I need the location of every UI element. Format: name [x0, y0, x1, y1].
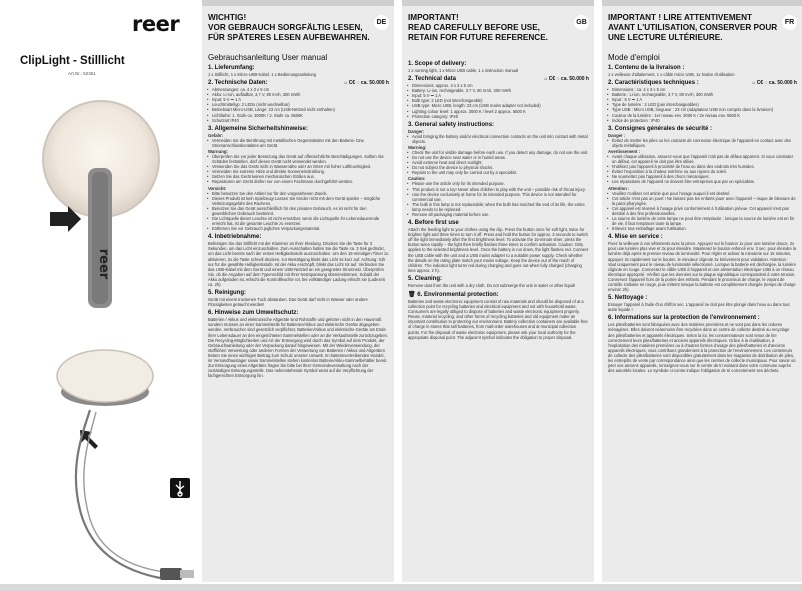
de-section-2-heading: 2. Technische Daten: ⌂ C€ ◌ ca. 50.000 h: [208, 80, 389, 87]
list-item: • Please use the article only for its intended purpose.: [412, 181, 589, 186]
de-section-1-text: 1 x Stilllicht, 1 x Micro-USB-Kabel, 1 x Bedienungsanleitung: [208, 72, 317, 77]
list-item: • Ne soumettez pas l'appareil à des chocs mécaniques.: [612, 174, 797, 179]
list-item: • Indice de protection : IP40: [612, 118, 797, 123]
list-item: • Verwenden Sie das Gerät nicht in Wassernähe oder an Orten mit hoher Luftfeuchtigkeit.: [212, 164, 389, 169]
fr-section-6-heading: 6. Informations sur la protection de l'environnement :: [608, 315, 760, 322]
de-section-5-text: Gerät mit einem trockenen Tuch abstauben. Das Gerät darf nicht in Wasser oder andere Flüssigkeiten getaucht werden!: [208, 297, 368, 308]
reer-logo: reer: [132, 12, 180, 36]
fr-danger-label: Danger :: [608, 132, 626, 138]
gb-section-4-heading: 4. Before first use: [408, 220, 459, 227]
cover-panel: [0, 0, 200, 591]
fr-warning-label: Avertissement :: [608, 148, 641, 154]
press-arrow-icon: [48, 204, 82, 234]
gb-section-2-heading: 2. Technical data ⌂ C€ ◌ ca. 50.000 h: [408, 76, 589, 83]
gb-section-1-heading: 1. Scope of delivery:: [408, 61, 467, 67]
de-danger-label: Gefahr:: [208, 132, 224, 138]
list-item: • Remove all packaging material before use.: [412, 212, 589, 217]
flag-fr-badge: FR: [782, 15, 797, 30]
list-item: • Überprüfen Sie vor jeder Benutzung das Gerät auf offensichtliche Beschädigungen. Sollten Sie Schäden feststellen, darf dieses Gerät nicht verwendet werden.: [212, 154, 389, 164]
list-item: • Dimensions : ca. 4 x 3 x 5 cm: [612, 87, 797, 92]
flag-de-badge: DE: [374, 15, 389, 30]
de-section-6-text: Batterien / Akkus und elektronische Altgeräte sind Rohstoffe und gehören nicht in den Hausmüll, sondern müssen an einer Sammelstelle für Batterien/Akkus und elektrische Geräte abgegeben werden. Verbraucher sind gesetzlich verpflichtet, Batterien/Akkus und elektrische Geräte am Ende ihrer Lebensdauer an den eingerichteten Sammelstellen oder an die Verkaufsstelle zurückzugeben. Die Recycling-Möglichkeiten und Art der Entsorgung wird durch das Symbol auf dem Produkt, der Gebrauchsanleitung oder der Verpackung darauf hingewiesen. Mit der Wiederverwendung, der stofflichen Verwertung oder anderen Formen der Verwertung von Batterien / Akkus und Altgeräten leisten Sie einen wichtigen Beitrag zum Schutz unserer Umwelt. Im batterievertreibenden Handel, im Versandhaustager sowie Sammelstellen stehen kostenlos Batterie/Akku-Sammelbehälter bereit. Zur Entsorgung eines Altgerätes fragen Sie bitte bei Ihrer Gemeindeverwaltung nach der zuständigen Entsorgungsstelle. Das nebenstehende Symbol weist auf die Verpflichtung der fachgerechten Entsorgung hin.: [208, 317, 389, 379]
fr-section-3-heading: 3. Consignes générales de sécurité :: [608, 125, 713, 132]
list-item: • Lichtfarbe: 1. Stufe ca. 3000K / 2. Stufe ca. 5500K: [212, 113, 389, 118]
german-column: [202, 0, 394, 582]
list-item: • Leuchtmitteltyp: 2 LEDs (nicht wechselbar): [212, 102, 389, 107]
gb-warning-label: Warning:: [408, 144, 427, 150]
list-item: • Veuillez n'utiliser cet article que pour l'usage auquel il est destiné.: [612, 191, 797, 196]
de-warning-heading: WICHTIG! VOR GEBRAUCH SORGFÄLTIG LESEN, FÜR SPÄTERES LESEN AUFBEWAHREN.: [208, 13, 370, 42]
list-item: • La source de lumière de cette lampe ne peut être remplacée ; lorsque la source de lumière est en fin de vie, il faut remplacer toute la lampe.: [612, 216, 797, 226]
gb-danger-label: Danger:: [408, 128, 425, 134]
de-manual-title: Gebrauchsanleitung User manual: [208, 53, 328, 62]
list-item: • Battery: Li-ion, rechargeable, 3.7 V, 80 mAh, 300 mWh: [412, 88, 589, 93]
flag-gb-badge: GB: [574, 15, 589, 30]
list-item: • Vermeiden Sie extreme Hitze und direkte Sonneneinstrahlung.: [212, 169, 389, 174]
de-section-1-heading: 1. Lieferumfang:: [208, 65, 255, 71]
list-item: • Use the device exclusively at home for its intended purpose. This device is not intended for commercial use.: [412, 192, 589, 202]
fr-section-1-text: 1 x veilleuse d'allaitement, 1 x câble micro USB, 1x Notice d'utilisation: [608, 72, 735, 77]
list-item: • Cet article n'est pas un jouet ! Ne laissez pas les enfants jouer avec l'appareil – risque de blessure de la paroi pharyngée.: [612, 196, 797, 206]
list-item: • Dieses Produkt ist kein Spielzeug! Lassen Sie Kinder nicht mit dem Gerät spielen – mögliche Verletzungsgefahr des Rachens.: [212, 196, 389, 206]
gb-section-6-heading: 🗑 6. Environmental protection:: [408, 292, 499, 298]
clip-image: [84, 168, 116, 310]
usb-symbol-icon: [170, 478, 190, 498]
gb-section-3-heading: 3. General safety instructions:: [408, 121, 495, 128]
list-item: • Type USB : Micro USB, longueur : 23 cm (adaptateur USB non compris dans la livraison): [612, 107, 797, 112]
list-item: • Akku: Li-Ion, aufladbar, 3,7 V, 80 mAh, 300 mWh: [212, 92, 389, 97]
list-item: • Input: 5 V ⎓ 1 A: [412, 93, 589, 98]
gb-section-5-heading: 5. Cleaning:: [408, 275, 443, 282]
fr-cert-icons: ⌂ C€ ◌ ca. 50.000 h: [752, 80, 797, 87]
list-item: • Entfernen Sie vor Gebrauch jegliches Verpackungsmaterial.: [212, 226, 389, 231]
gb-caution-label: Caution:: [408, 176, 426, 182]
list-item: • Reparaturen am Gerät dürfen nur von einem Fachmann durchgeführt werden.: [212, 179, 389, 184]
list-item: • Avant chaque utilisation, assurez-vous que l'appareil n'ait pas de défaut apparent. Si vous constatez un défaut, cet appareil ne doit pas être utilisé.: [612, 154, 797, 164]
list-item: • Les réparations de l'appareil ne doivent être entreprises que par un spécialiste.: [612, 179, 797, 184]
gb-cert-icons: ⌂ C€ ◌ ca. 50.000 h: [544, 76, 589, 83]
de-tech-list: [206, 87, 389, 123]
list-item: • The bulb in this lamp is not replaceable; when the bulb has reached the end of its life, the entire lamp needs to be replaced.: [412, 202, 589, 212]
list-item: • Repairs to the unit may only be carried out by a specialist.: [412, 170, 589, 175]
french-column: [602, 0, 802, 582]
list-item: • Die Lichtquelle dieser Leuchte ist nicht ersetzbar; wenn die Lichtquelle ihr Lebensdauerende erreicht hat, ist die gesamte Leuchte zu ersetzen.: [212, 216, 389, 226]
gb-tech-list: [406, 83, 589, 119]
fr-section-5-text: Essuyer l'appareil à l'aide d'un chiffon sec. L'appareil ne doit pas être plongé dans l'eau ou dans tout autre liquide !: [608, 302, 790, 313]
list-item: • Bulb type: 2 LED (not interchangeable): [412, 98, 589, 103]
product-title: ClipLight - Stilllicht: [20, 55, 125, 67]
de-warning-label: Warnung:: [208, 148, 228, 154]
fr-section-2-heading: 2. Caractéristiques techniques : ⌂ C€ ◌ ca. 50.000 h: [608, 80, 797, 87]
gb-section-4-text: Attach the feeding light to your clothes using the clip. Press the button once for soft light, twice for brighter light and three times to turn it off. Press and hold the button for approx. 3 seconds to switch off the light immediately after the first brightness level. To activate the 15-minute timer, press the button twice rapidly – the light then briefly flashes three times to confirm activation. Caution: Only applies to the selected brightness level. Once the battery is run down, the light flashes red. Connect the USB cable with the unit and a USB mains adapter to a suitable power supply. Check whether the details on the rating plate match your mains voltage. Keep the device out of the reach of children. The indicator light turns red during charging and goes out when fully charged (charging time approx. 2 h).: [408, 227, 589, 273]
list-item: • Input : 5 V ⎓ 1 A: [612, 97, 797, 102]
gb-section-5-text: Remove dust from the unit with a dry cloth. Do not submerge the unit in water or other liquid!: [408, 282, 576, 288]
list-item: • This product is not a toy! Never allow children to play with the unit – possible risk of throat injury.: [412, 187, 589, 192]
list-item: • Protection category: IP40: [412, 114, 589, 119]
list-item: • Avoid bringing the battery and/or electrical connection contacts on the unit into contact with metal objects.: [412, 134, 589, 144]
clip-brand-text: reer: [96, 248, 111, 280]
fr-section-1-heading: 1. Contenu de la livraison :: [608, 65, 685, 71]
fr-tech-list: [606, 87, 797, 123]
list-item: • Batterie : Li-ion, rechargeable, 3,7 V, 80 mAh, 300 mWh: [612, 92, 797, 97]
fr-warning-heading: IMPORTANT ! LIRE ATTENTIVEMENT AVANT L'UTILISATION, CONSERVER POUR UNE LECTURE ULTÉRIEURE.: [608, 13, 778, 42]
gb-section-6-text: Batteries and waste electronic equipment consist of raw materials and should be disposed of at a collection point for recycling batteries and electrical equipment and not with household waste. Consumers are legally obliged to dispose of batteries and waste electronic equipment properly. Reuse, material recycling, and other forms of recycling batteries and old equipment make an important contribution to protecting our environment. Battery collection containers are available free of charge in stores that sell batteries, from mail-order warehouses and at municipal collection points. For the disposal of waste electronic equipment, please ask your local authority for the appropriate disposal point. The adjacent symbol indicates the obligation to proper disposal.: [408, 299, 588, 340]
list-item: • Enlevez tout emballage avant l'utilisation.: [612, 226, 797, 231]
list-item: • Bitte benutzen Sie den Artikel nur für den vorgesehenen Zweck.: [212, 191, 389, 196]
list-item: • Dimensions: approx. 4 x 3 x 5 cm: [412, 83, 589, 88]
list-item: • Setzen Sie das Gerät keinen mechanischen Stößen aus.: [212, 174, 389, 179]
list-item: • Input: 5 V ⎓ 1 A: [212, 97, 389, 102]
list-item: • N'utilisez pas l'appareil à proximité de l'eau ou dans des endroits très humides.: [612, 164, 797, 169]
list-item: • Benutzen Sie das Gerät ausschließlich für den privaten Gebrauch, es ist nicht für den gewerblichen Gebrauch bestimmt.: [212, 206, 389, 216]
list-item: • Évitez de mettre les piles ou les contacts de connexion électrique de l'appareil en contact avec des objets métalliques.: [612, 138, 797, 148]
fr-caution-label: Attention :: [608, 185, 630, 191]
list-item: • Betriebsart Micro-USB, Länge: 23 cm (USB-Netzteil nicht enthalten): [212, 107, 389, 112]
fr-section-4-text: Fixez la veilleuse à vos vêtements avec la pince. Appuyez sur le bouton 1x pour une lumière douce, 2x pour une lumière plus vive et 3x pour éteindre. Maintenez le bouton enfoncé env. 3 sec. pour éteindre la lumière déjà après le premier niveau de luminosité. Pour régler et activer la minuterie sur 15 minutes, appuyez 2x rapidement sur le bouton, le minuteur clignote 3x brièvement pour validation. Attention : Vaut uniquement pour le niveau de luminosité sélectionné. Lorsque la batterie est déchargée, la lumière clignote en rouge. Connectez le câble USB à l'appareil et une alimentation électrique USB à un réseau électrique approprié. Vérifiez que les données sur la plaque signalétique correspondent à votre tension. Conservez l'appareil hors de la portée des enfants. Pendant le processus de charge, le voyant de contrôle s'allume en rouge, puis s'éteint lorsque la batterie est complètement chargée (temps de charge environ 2h).: [608, 241, 797, 293]
fr-section-6-text: Les piles/batteries sont fabriquées avec des matières premières et ne vont pas dans les ordures ménagères. Elles doivent néanmoins être recyclées dans un centre de collecte destiné au recyclage des piles/batteries et appareils électriques. Selon la loi, les consommateurs sont tenus de lire correctement leurs piles/batteries et anciens appareils électriques. Grâce à la réutilisation, à l'exploitation des matières premières ou à d'autres formes d'usage des piles/batteries et d'anciens appareils électriques, vous contribuez grandement à la protection de l'environnement. Les conteneurs de collecte des piles/batteries sont disponibles gratuitement dans les magasins de distribution de piles, les entrepôts de vente par correspondance ainsi que les centres de collecte municipaux. Pour savoir où jeter vos anciens appareils, renseignez-vous sur le centre de tri existant dans votre commune auprès des autorités locales. Le symbole ci-contre indique l'obligation de tri correctement ses déchets.: [608, 322, 796, 374]
bottom-strip: [0, 584, 802, 591]
list-item: • Cet appareil est réservé à l'usage privé conformément à l'utilisation prévue. Cet appareil n'est pas destiné à des fins professionnelles.: [612, 206, 797, 216]
list-item: • Type de lumière : 2 LED (pas interchangeables): [612, 102, 797, 107]
de-section-3-heading: 3. Allgemeine Sicherheitshinweise:: [208, 125, 308, 132]
list-item: • Avoid extreme heat and direct sunlight.: [412, 160, 589, 165]
list-item: • Vermeiden Sie die Berührung mit metallischen Gegenständen mit den Batterie- bzw. Stromanschlusskontakten am Gerät.: [212, 138, 389, 148]
fr-section-4-heading: 4. Mise en service :: [608, 234, 663, 241]
list-item: • Couleur de la lumière : 1er niveau env. 3000 K / 2e niveau env. 5500 K: [612, 113, 797, 118]
de-cert-icons: ⌂ C€ ◌ ca. 50.000 h: [344, 80, 389, 87]
de-section-6-heading: 6. Hinweise zum Umweltschutz:: [208, 310, 299, 317]
article-number: Art.Nr.: 52361: [68, 71, 96, 76]
de-section-4-text: Befestigen Sie das Stilllicht mit der Klammer an Ihrer Kleidung. Drücken Sie die Taste für 3 Sekunden, um das Licht einzuschalten. Zum Ausschalten halten Sie die Taste ca. 3 Sek gedrückt, um das Licht bereits nach der ersten Helligkeitsstufe auszuschalten. Um den 15-minütigen Timer zu aktivieren, 2x die Taste schnell drücken, zur Bestätigung blinkt das Licht 3x kurz auf. Achtung: Gilt nur für die gewählte Helligkeitsstufe. Ist der Akku erschöpft, blinkt das Licht rot auf. Verbinden Sie das USB-Kabel mit dem Gerät und einem USB-Netzteil an ein geeignetes Stromnetz. Überprüfen Sie, ob die Angaben auf dem Typenschild mit Ihrer Netzspannung übereinstimmen. Sobald der Akku aufgeladen ist, erlischt die Kontrollleuchte rot, bei vollständiger Ladung erlischt sie (Ladezeit ca. 2h).: [208, 241, 389, 287]
recycle-bin-icon: 🗑: [408, 292, 418, 298]
list-item: • USB type: Micro USB, length: 23 cm (USB mains adapter not included): [412, 103, 589, 108]
gb-warning-heading: IMPORTANT! READ CAREFULLY BEFORE USE, RETAIN FOR FUTURE REFERENCE.: [408, 13, 548, 42]
list-item: • Schutzart IP40: [212, 118, 389, 123]
fr-manual-title: Mode d'emploi: [608, 53, 660, 62]
fr-section-5-heading: 5. Nettoyage :: [608, 295, 648, 302]
list-item: • Lighting colour level: 1 approx. 3000 K / level 2 approx. 5500 K: [412, 109, 589, 114]
gb-section-1-text: 1 x nursing light, 1 x Micro USB cable, 1 x instruction manual: [408, 68, 519, 73]
list-item: • Abmessungen: ca. 4 x 3 x 5 cm: [212, 87, 389, 92]
de-caution-label: Vorsicht:: [208, 185, 227, 191]
list-item: • Do not subject the device to physical shocks.: [412, 165, 589, 170]
english-column: [402, 0, 594, 582]
de-section-5-heading: 5. Reinigung:: [208, 290, 246, 297]
de-section-4-heading: 4. Inbetriebnahme:: [208, 234, 262, 241]
list-item: • Do not use the device near water or in humid areas.: [412, 155, 589, 160]
list-item: • Check the unit for visible damage before each use. If you detect any damage, do not use the unit.: [412, 150, 589, 155]
list-item: • Évitez l'exposition à la chaleur extrême ou aux rayons du soleil.: [612, 169, 797, 174]
